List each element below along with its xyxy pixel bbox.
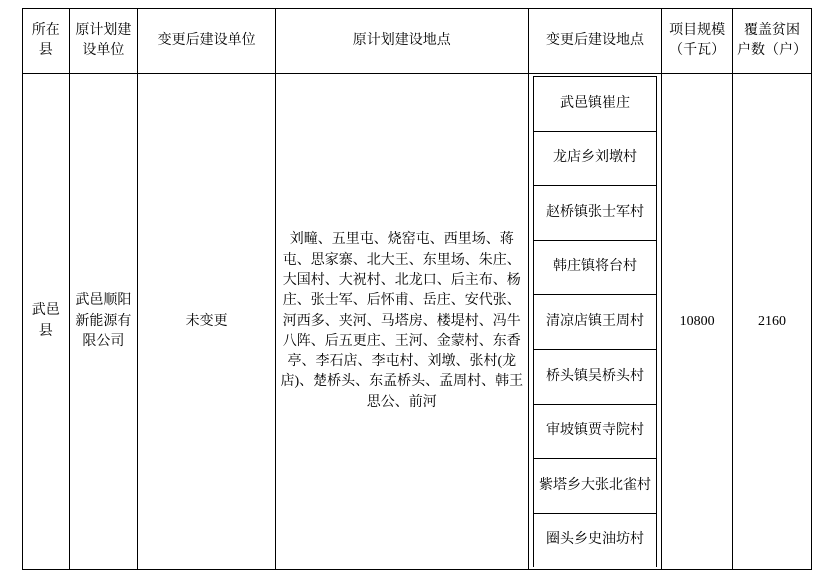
header-scale: 项目规模（千瓦） [662, 9, 733, 74]
list-item: 赵桥镇张士军村 [533, 186, 657, 241]
cell-changed-unit: 未变更 [138, 74, 276, 570]
cell-county: 武邑县 [23, 74, 70, 570]
project-change-table [22, 8, 812, 570]
header-county: 所在县 [23, 9, 70, 74]
cell-project-scale: 10800 [662, 74, 733, 570]
list-item: 韩庄镇将台村 [533, 240, 657, 295]
header-row [23, 9, 812, 74]
cell-changed-places [528, 74, 662, 570]
list-item: 紫塔乡大张北雀村 [533, 459, 657, 514]
header-changed-unit: 变更后建设单位 [138, 9, 276, 74]
header-changed-places: 变更后建设地点 [528, 9, 662, 74]
cell-original-unit: 武邑顺阳新能源有限公司 [69, 74, 138, 570]
header-households: 覆盖贫困户数（户） [733, 9, 812, 74]
list-item: 桥头镇吴桥头村 [533, 349, 657, 404]
table-body [23, 74, 812, 570]
list-item: 龙店乡刘墩村 [533, 131, 657, 186]
table-header [23, 9, 812, 74]
changed-places-list [533, 76, 658, 567]
cell-households: 2160 [733, 74, 812, 570]
list-item: 清凉店镇王周村 [533, 295, 657, 350]
table-row [23, 74, 812, 570]
cell-original-places: 刘疃、五里屯、烧窑屯、西里场、蒋屯、思家寨、北大王、东里场、朱庄、大国村、大祝村、北龙口、后主布、杨庄、张士军、后怀甫、岳庄、安代张、河西多、夹河、马塔房、楼堤村、冯牛八阵、后五更庄、王河、金蒙村、东香亭、李石店、李屯村、刘墩、张村(龙店)、楚桥头、东孟桥头、孟周村、韩王思公、前河 [275, 74, 528, 570]
header-original-unit: 原计划建设单位 [69, 9, 138, 74]
list-item: 圈头乡史油坊村 [533, 513, 657, 567]
list-item: 武邑镇崔庄 [533, 77, 657, 132]
list-item: 审坡镇贾寺院村 [533, 404, 657, 459]
header-original-places: 原计划建设地点 [275, 9, 528, 74]
